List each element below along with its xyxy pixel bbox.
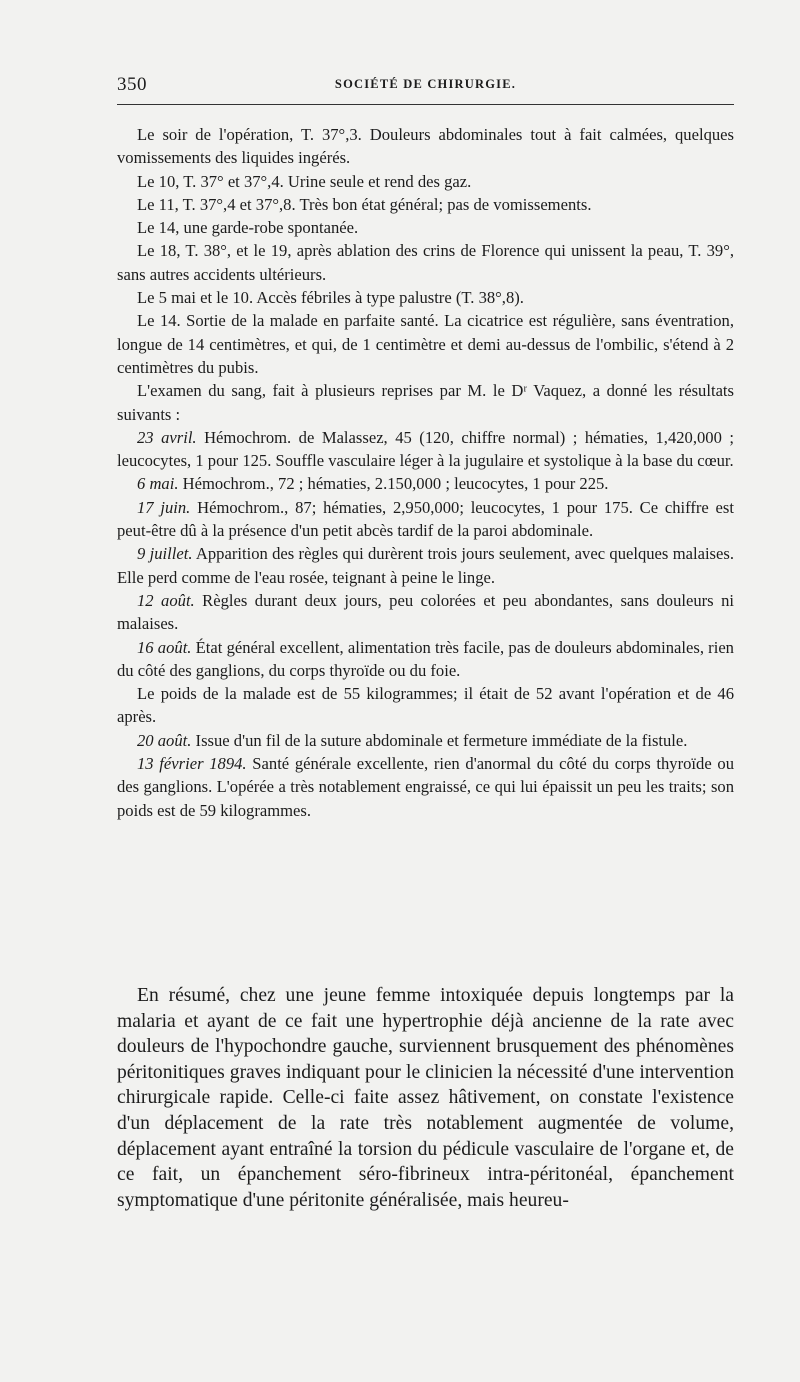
note-paragraph (117, 170, 734, 193)
note-paragraph (117, 496, 734, 543)
note-paragraph (117, 682, 734, 729)
running-title: SOCIÉTÉ DE CHIRURGIE. (334, 77, 517, 91)
note-text: Le 5 mai et le 10. Accès fébriles à type palustre (T. 38°,8). (137, 288, 524, 308)
note-date: 20 août. (137, 730, 192, 750)
note-paragraph (117, 542, 734, 589)
note-text: Le 10, T. 37° et 37°,4. Urine seule et rend des gaz. (137, 171, 472, 191)
note-date: 23 avril. (137, 427, 197, 447)
summary-section (117, 983, 734, 1213)
note-text: Règles durant deux jours, peu colorées et peu abondantes, sans douleurs ni malaises. (117, 590, 734, 634)
note-text: Le soir de l'opération, T. 37°,3. Douleurs abdominales tout à fait calmées, quelques vomissements des liquides ingérés. (117, 125, 734, 168)
note-paragraph (117, 752, 734, 822)
note-paragraph (117, 426, 734, 473)
note-paragraph (117, 123, 734, 170)
note-date: 9 juillet. (137, 544, 193, 564)
note-paragraph (117, 636, 734, 683)
note-date: 16 août. (137, 637, 192, 657)
note-date: 12 août. (137, 590, 195, 610)
note-text: Le 14, une garde-robe spontanée. (137, 218, 359, 238)
note-text: État général excellent, alimentation très facile, pas de douleurs abdominales, rien du côté des ganglions, du corps thyroïde ou du foie. (117, 637, 734, 680)
note-paragraph (117, 216, 734, 239)
note-date: 13 février 1894. (137, 754, 247, 774)
note-paragraph (117, 193, 734, 216)
note-paragraph (117, 589, 734, 636)
note-text: Le 14. Sortie de la malade en parfaite santé. La cicatrice est régulière, sans éventration, longue de 14 centimètres, et qui, de 1 centimètre et demi au-dessus de l'ombilic, s'étend à 2 centimètres du pubis. (117, 311, 734, 377)
note-text: Issue d'un fil de la suture abdominale et fermeture immédiate de la fistule. (191, 730, 688, 750)
note-text: Le poids de la malade est de 55 kilogrammes; il était de 52 avant l'opération et de 46 après. (117, 684, 734, 727)
note-paragraph (117, 309, 734, 379)
note-paragraph (117, 379, 734, 426)
summary-paragraph: En résumé, chez une jeune femme intoxiquée depuis longtemps par la malaria et ayant de ce fait une hypertrophie déjà ancienne de la rate avec douleurs de l'hypochondre gauche, surviennent brusquement des phénomènes péritonitiques graves indiquant pour le clinicien la nécessité d'une intervention chirurgicale rapide. Celle-ci faite assez hâtivement, on constate l'existence d'un déplacement de la rate très notablement augmentée de volume, déplacement ayant entraîné la torsion du pédicule vasculaire de l'organe et, de ce fait, un épanchement séro-fibrineux intra-péritonéal, épanchement symptomatique d'une péritonite généralisée, mais heureu- (117, 985, 734, 1211)
note-text: Santé générale excellente, rien d'anormal du côté du corps thyroïde ou des ganglions. L'opérée a très notablement engraissé, ce qui lui épaissit un peu les traits; son poids est de 59 kilogrammes. (117, 754, 734, 820)
page-number: 350 (117, 74, 147, 95)
note-text: Hémochrom., 72 ; hématies, 2.150,000 ; leucocytes, 1 pour 225. (178, 474, 609, 494)
note-paragraph (117, 729, 734, 752)
note-text: Le 11, T. 37°,4 et 37°,8. Très bon état général; pas de vomissements. (137, 194, 592, 214)
note-text: Le 18, T. 38°, et le 19, après ablation des crins de Florence qui unissent la peau, T. 39°, sans autres accidents ultérieurs. (117, 241, 734, 284)
note-paragraph (117, 472, 734, 495)
header-rule (117, 104, 734, 105)
note-date: 6 mai. (137, 474, 179, 494)
note-text: Apparition des règles qui durèrent trois jours seulement, avec quelques malaises. Elle perd comme de l'eau rosée, teignant à peine le linge. (117, 544, 734, 587)
note-date: 17 juin. (137, 497, 191, 517)
case-notes (117, 123, 734, 822)
note-text: Hémochrom. de Malassez, 45 (120, chiffre normal) ; hématies, 1,420,000 ; leucocytes, 1 pour 125. Souffle vasculaire léger à la jugulaire et systolique à la base du cœur. (117, 427, 734, 471)
note-text: Hémochrom., 87; hématies, 2,950,000; leucocytes, 1 pour 175. Ce chiffre est peut-être dû à la présence d'un petit abcès tardif de la paroi abdominale. (117, 497, 734, 541)
page-header (117, 74, 734, 98)
note-text: L'examen du sang, fait à plusieurs reprises par M. le Dʳ Vaquez, a donné les résultats suivants : (117, 381, 734, 424)
note-paragraph (117, 239, 734, 286)
note-paragraph (117, 286, 734, 309)
